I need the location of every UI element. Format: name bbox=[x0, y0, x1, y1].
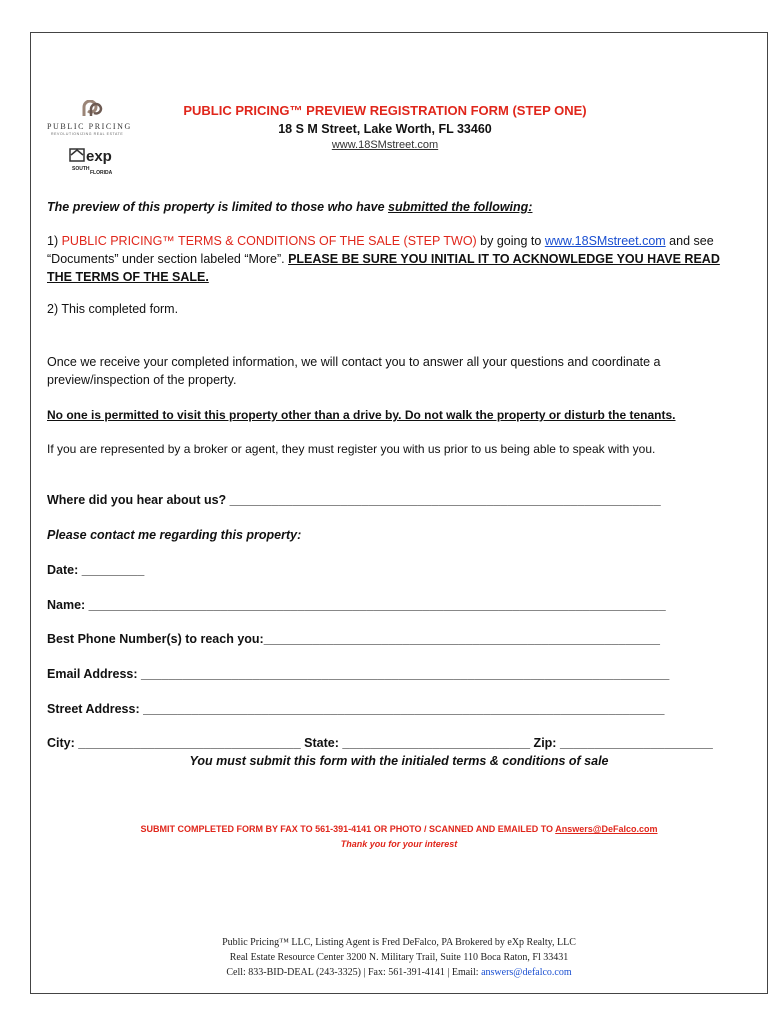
phone-field[interactable]: Best Phone Number(s) to reach you:_________________________________________________________ bbox=[47, 632, 660, 646]
property-website: www.18SMstreet.com bbox=[331, 139, 439, 151]
submit-instructions-text: SUBMIT COMPLETED FORM BY FAX TO 561-391-4141 OR PHOTO / SCANNED AND EMAILED TO bbox=[140, 824, 556, 834]
thank-you-note: Thank you for your interest bbox=[340, 839, 458, 849]
item-one-mid: by going to bbox=[476, 234, 545, 248]
logo-brand: PUBLIC PRICING bbox=[47, 122, 132, 131]
item-two: 2) This completed form. bbox=[47, 302, 179, 316]
item-one bbox=[47, 232, 727, 286]
submit-instructions bbox=[30, 824, 768, 834]
exp-region-top: SOUTH bbox=[72, 166, 90, 172]
contact-paragraph: Once we receive your completed information, we will contact you to answer all your questions and coordinate a preview/inspection of the property. bbox=[47, 355, 661, 387]
submit-email-link[interactable]: Answers@DeFalco.com bbox=[555, 824, 658, 834]
item-one-number: 1) bbox=[47, 234, 62, 248]
exp-realty-logo-icon bbox=[68, 146, 122, 178]
footer bbox=[30, 935, 768, 980]
item-one-line2: “Documents” under section labeled “More”. bbox=[47, 252, 289, 266]
logo-tagline: REVOLUTIONIZING REAL ESTATE bbox=[51, 132, 124, 136]
exp-region-bottom: FLORIDA bbox=[90, 170, 113, 176]
page-border bbox=[30, 32, 768, 994]
initial-emphasis: PLEASE BE SURE YOU INITIAL IT TO ACKNOWLEDGE YOU HAVE READ THE TERMS OF THE SALE. bbox=[47, 252, 720, 284]
date-field[interactable]: Date: _________ bbox=[47, 563, 145, 577]
name-field[interactable]: Name: ___________________________________________________________________________________ bbox=[47, 598, 666, 612]
intro-line bbox=[47, 198, 532, 216]
property-address: 18 S M Street, Lake Worth, FL 33460 bbox=[278, 122, 492, 136]
item-one-after-link: and see bbox=[665, 234, 714, 248]
submit-note: You must submit this form with the initialed terms & conditions of sale bbox=[189, 754, 609, 768]
street-address-field[interactable]: Street Address: ___________________________________________________________________________ bbox=[47, 702, 665, 716]
email-field[interactable]: Email Address: ____________________________________________________________________________ bbox=[47, 667, 670, 681]
footer-line-1: Public Pricing™ LLC, Listing Agent is Fred DeFalco, PA Brokered by eXp Realty, LLC bbox=[222, 937, 576, 948]
terms-reference: PUBLIC PRICING™ TERMS & CONDITIONS OF THE SALE (STEP TWO) bbox=[61, 234, 477, 248]
public-pricing-logo-icon bbox=[81, 100, 103, 118]
contact-me-heading: Please contact me regarding this property: bbox=[47, 528, 302, 542]
intro-lead-underlined: submitted the following: bbox=[388, 200, 533, 214]
hear-about-field[interactable]: Where did you hear about us? ______________________________________________________________ bbox=[47, 493, 661, 507]
form-title: PUBLIC PRICING™ PREVIEW REGISTRATION FORM (STEP ONE) bbox=[183, 103, 587, 118]
footer-contact: Cell: 833-BID-DEAL (243-3325) | Fax: 561-391-4141 | Email: bbox=[226, 967, 482, 978]
intro-lead: The preview of this property is limited to those who have bbox=[47, 200, 389, 214]
footer-line-2: Real Estate Resource Center 3200 N. Military Trail, Suite 110 Boca Raton, Fl 33431 bbox=[229, 952, 569, 963]
footer-email-link[interactable]: answers@defalco.com bbox=[481, 967, 572, 978]
city-state-zip-field[interactable]: City: ________________________________ State: ___________________________ Zip: ______________________ bbox=[47, 736, 713, 750]
website-link[interactable]: www.18SMstreet.com bbox=[544, 234, 666, 248]
exp-logo-text: exp bbox=[86, 148, 112, 165]
visit-warning: No one is permitted to visit this property other than a drive by. Do not walk the property or disturb the tenants. bbox=[47, 408, 676, 422]
broker-note: If you are represented by a broker or agent, they must register you with us prior to us being able to speak with you. bbox=[47, 442, 656, 456]
footer-line-3 bbox=[30, 965, 768, 980]
